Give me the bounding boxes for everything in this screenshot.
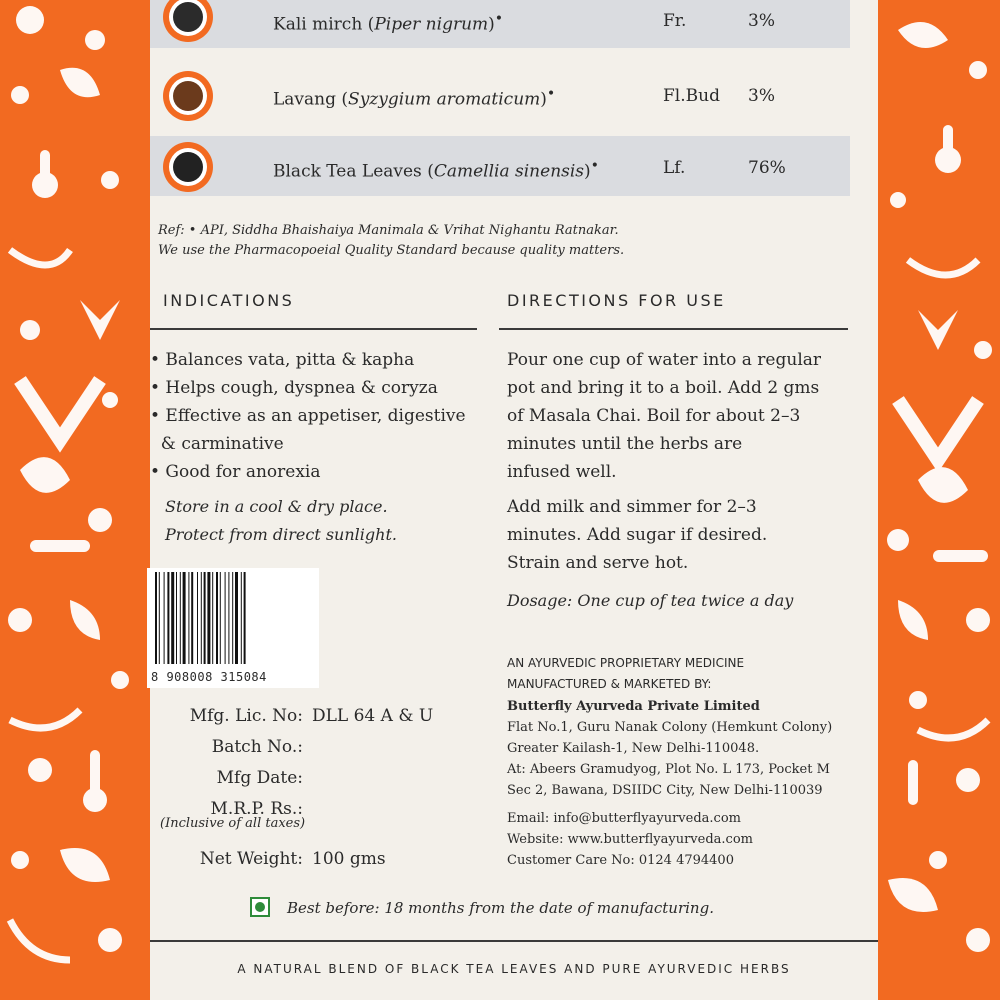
indications-list: • Balances vata, pitta & kapha • Helps cough, dyspnea & coryza • Effective as an appetiser, digestive & carminative • Good for anorexia	[150, 350, 466, 482]
barcode-icon	[153, 572, 313, 664]
divider	[150, 328, 477, 330]
spice-pattern-icon	[878, 0, 1000, 1000]
company-address: Flat No.1, Guru Nanak Colony (Hemkunt Colony) Greater Kailash-1, New Delhi-110048. At: Abeers Gramudyog, Plot No. L 173, Pocket M Sec 2, Bawana, DSIIDC City, New Delhi-110039	[507, 720, 833, 798]
ingredient-part: Lf.	[663, 158, 686, 178]
right-pattern-band	[878, 0, 1000, 1000]
directions-step: Pour one cup of water into a regular pot and bring it to a boil. Add 2 gms of Masala Chai. Boil for about 2–3 minutes until the herbs are infused well.	[507, 350, 822, 482]
batch-label: Batch No.:	[211, 737, 303, 757]
footer-tagline: A NATURAL BLEND OF BLACK TEA LEAVES AND PURE AYURVEDIC HERBS	[237, 962, 791, 976]
ingredient-percent: 76%	[748, 158, 786, 178]
divider	[499, 328, 848, 330]
mfg-lic-label: Mfg. Lic. No:	[189, 706, 303, 726]
dosage-note: Dosage: One cup of tea twice a day	[507, 591, 794, 610]
manufacturer-heading: AN AYURVEDIC PROPRIETARY MEDICINE MANUFACTURED & MARKETED BY:	[507, 656, 745, 691]
mfg-date-label: Mfg Date:	[216, 768, 303, 788]
spice-pattern-icon	[0, 0, 150, 1000]
clove-icon	[163, 71, 213, 121]
barcode-number: 8 908008 315084	[151, 670, 267, 684]
mrp-note: (Inclusive of all taxes)	[160, 816, 306, 831]
left-pattern-band	[0, 0, 150, 1000]
net-weight-value: 100 gms	[312, 849, 386, 869]
ingredient-part: Fr.	[663, 11, 687, 31]
ingredient-name: Black Tea Leaves (Camellia sinensis)•	[273, 158, 600, 182]
directions-heading: DIRECTIONS FOR USE	[507, 291, 726, 310]
best-before: Best before: 18 months from the date of manufacturing.	[287, 899, 714, 917]
reference-note: We use the Pharmacopoeial Quality Standard because quality matters.	[158, 243, 625, 258]
ingredient-name: Kali mirch (Piper nigrum)•	[273, 11, 504, 35]
indications-heading: INDICATIONS	[163, 291, 295, 310]
tea-leaves-icon	[163, 142, 213, 192]
ingredient-part: Fl.Bud	[663, 86, 720, 106]
company-name: Butterfly Ayurveda Private Limited	[507, 699, 760, 714]
reference-note: Ref: • API, Siddha Bhaishaiya Manimala & Vrihat Nighantu Ratnakar.	[158, 223, 619, 238]
barcode	[147, 568, 319, 688]
divider	[150, 940, 878, 942]
company-contact: Email: info@butterflyayurveda.com Website: www.butterflyayurveda.com Customer Care No: 0124 4794400	[507, 811, 753, 868]
mrp-label: M.R.P. Rs.:	[210, 799, 303, 819]
ingredient-percent: 3%	[748, 86, 775, 106]
directions-step: Add milk and simmer for 2–3 minutes. Add sugar if desired. Strain and serve hot.	[507, 497, 768, 573]
net-weight-label: Net Weight:	[199, 849, 303, 869]
mfg-lic-value: DLL 64 A & U	[312, 706, 434, 726]
ingredient-name: Lavang (Syzygium aromaticum)•	[273, 86, 556, 110]
storage-note: Store in a cool & dry place. Protect from direct sunlight.	[165, 497, 397, 544]
ingredient-percent: 3%	[748, 11, 775, 31]
veg-mark-icon	[250, 897, 270, 917]
